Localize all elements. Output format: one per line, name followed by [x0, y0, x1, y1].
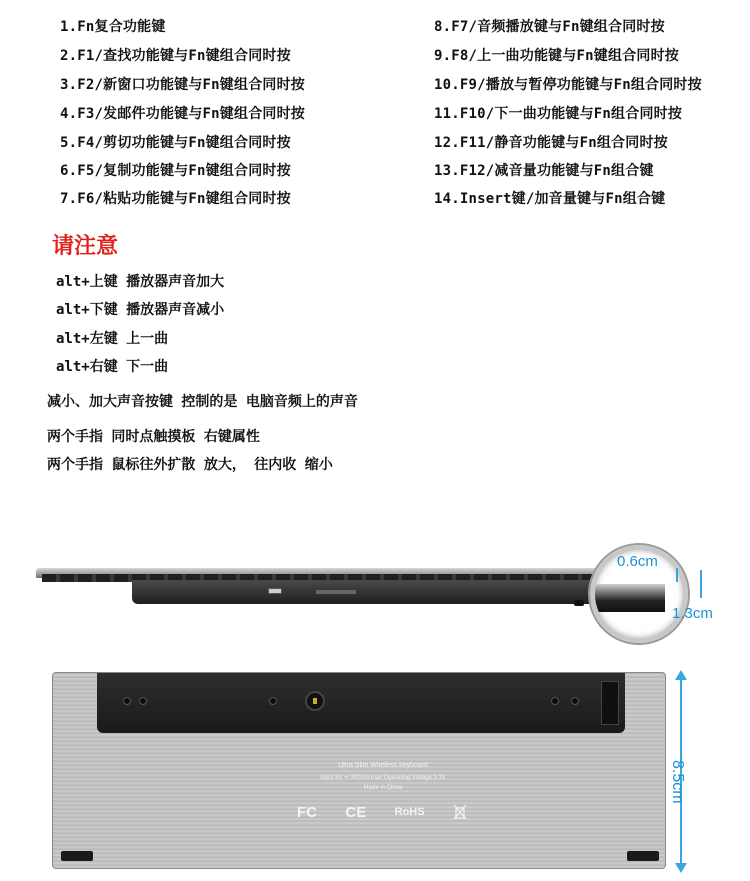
- screw-icon: [123, 697, 131, 705]
- thickness-arrow-icon: [700, 570, 702, 598]
- product-label: [283, 761, 483, 793]
- screw-icon: [269, 697, 277, 705]
- volume-note: 减小、加大声音按键 控制的是 电脑音频上的声音: [47, 394, 358, 410]
- screw-icon: [551, 697, 559, 705]
- thin-arrow-icon: [676, 568, 678, 582]
- magnified-edge: [595, 584, 665, 612]
- left-list-item-6: 6.F5/复制功能键与Fn键组合同时按: [60, 163, 291, 179]
- right-list-item-14: 14.Insert键/加音量键与Fn组合键: [434, 191, 666, 207]
- rubber-foot-right: [627, 851, 659, 861]
- left-list-item-2: 2.F1/查找功能键与Fn键组合同时按: [60, 48, 291, 64]
- right-list-item-8: 8.F7/音频播放键与Fn键组合同时按: [434, 19, 665, 35]
- usb-port-icon: [268, 588, 282, 594]
- thickness-min-label: 0.6cm: [617, 553, 658, 570]
- product-label-title: Ultra Slim Wireless keyboard: [338, 762, 428, 769]
- touchpad-right-click-note: 两个手指 同时点触摸板 右键属性: [47, 429, 260, 445]
- foot-pad-icon: [574, 600, 584, 606]
- depth-arrow-bottom-icon: [675, 863, 687, 873]
- alt-note-right: alt+右键 下一曲: [56, 359, 169, 375]
- screw-icon: [139, 697, 147, 705]
- right-list-item-9: 9.F8/上一曲功能键与Fn键组合同时按: [434, 48, 680, 64]
- keyboard-bottom-view: [52, 672, 666, 869]
- thickness-max-label: 1.3cm: [672, 605, 713, 622]
- notice-title: 请注意: [52, 234, 119, 259]
- product-label-origin: Made in China: [363, 785, 403, 791]
- rubber-foot-left: [61, 851, 93, 861]
- ce-mark: CE: [345, 803, 367, 821]
- right-list-item-12: 12.F11/静音功能键与Fn组合同时按: [434, 135, 668, 151]
- right-list-item-13: 13.F12/减音量功能键与Fn组合键: [434, 163, 654, 179]
- certification-row: [297, 801, 467, 823]
- left-list-item-4: 4.F3/发邮件功能键与Fn键组合同时按: [60, 106, 306, 122]
- product-label-spec: Input 5V ⎓ 300mA max Operating Voltage 3.3V: [320, 775, 446, 781]
- screw-icon: [571, 697, 579, 705]
- alt-note-left: alt+左键 上一曲: [56, 331, 169, 347]
- right-list-item-11: 11.F10/下一曲功能键与Fn组合同时按: [434, 106, 683, 122]
- left-list-item-3: 3.F2/新窗口功能键与Fn键组合同时按: [60, 77, 306, 93]
- center-knob-icon: [305, 691, 325, 711]
- power-switch-icon: [316, 590, 356, 594]
- left-list-item-1: 1.Fn复合功能键: [60, 19, 166, 35]
- weee-bin-icon: [453, 804, 467, 820]
- rohs-mark: RoHS: [394, 806, 425, 818]
- battery-tab: [601, 681, 619, 725]
- depth-label: 8.5cm: [669, 760, 686, 804]
- alt-note-down: alt+下键 播放器声音减小: [56, 302, 225, 318]
- alt-note-up: alt+上键 播放器声音加大: [56, 274, 225, 290]
- keyboard-side-view: [36, 560, 676, 640]
- left-list-item-7: 7.F6/粘贴功能键与Fn键组合同时按: [60, 191, 291, 207]
- right-list-item-10: 10.F9/播放与暂停功能键与Fn组合同时按: [434, 77, 702, 93]
- touchpad-zoom-note: 两个手指 鼠标往外扩散 放大， 往内收 缩小: [47, 457, 333, 473]
- battery-bay: [97, 673, 625, 733]
- left-list-item-5: 5.F4/剪切功能键与Fn键组合同时按: [60, 135, 291, 151]
- fcc-mark: FC: [297, 803, 317, 821]
- depth-arrow-top-icon: [675, 670, 687, 680]
